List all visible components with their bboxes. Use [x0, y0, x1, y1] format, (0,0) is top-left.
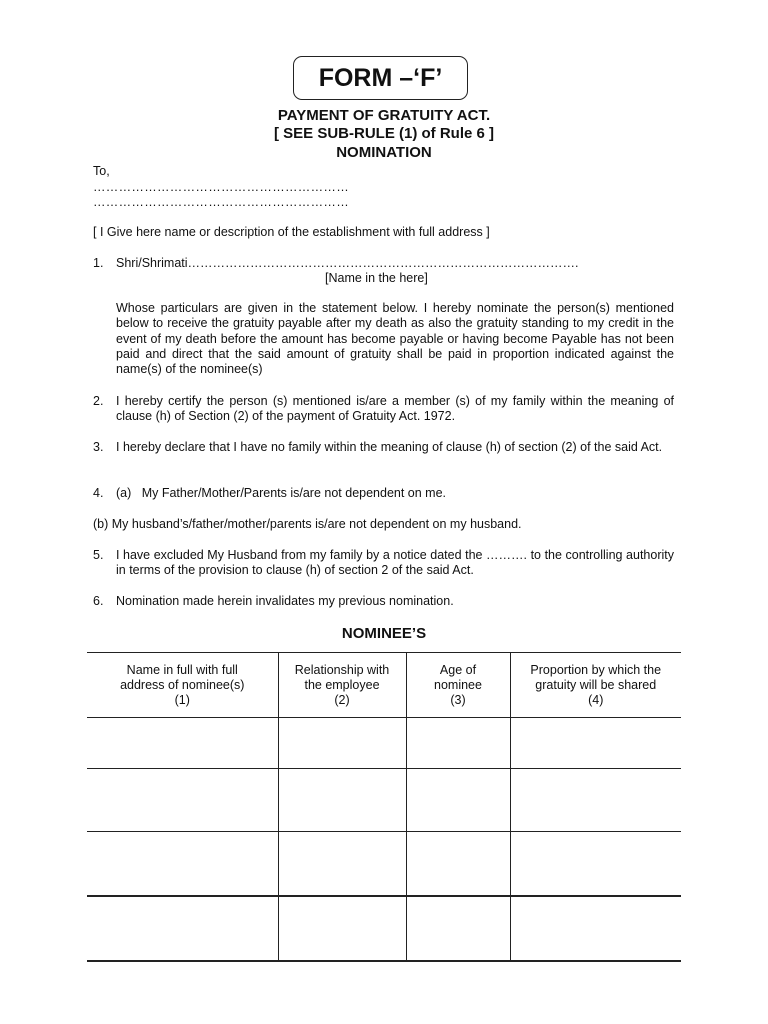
item-2-paragraph: I hereby certify the person (s) mentioned is/are a member (s) of my family within the meaning of clause (h) of Section (2) of the payment of Gratuity Act. 1972.: [116, 394, 674, 424]
item-3-paragraph: I hereby declare that I have no family within the meaning of clause (h) of section (2) of the said Act.: [116, 440, 663, 454]
item-1-paragraph: Whose particulars are given in the statement below. I hereby nominate the person(s) mentioned below to receive the gratuity payable after my death as also the gratuity standing to my credit in the event of my death before the amount has become payable or having become Payable has not been paid and direct that the said amount of gratuity shall be paid in proportion indicated against the name(s) of the nominee(s): [116, 301, 674, 377]
column-header-proportion-line1: Proportion by which the: [530, 662, 662, 677]
proportion-cell[interactable]: [510, 896, 681, 961]
nominees-title: NOMINEE’S: [341, 625, 427, 642]
column-header-proportion-line2: gratuity will be shared: [535, 677, 657, 692]
column-header-name-line1: Name in full with full: [126, 662, 238, 677]
column-header-proportion-number: (4): [588, 692, 604, 707]
item-1-number: 1.: [93, 256, 104, 270]
address-dots-line-1: ……………………………………………………: [93, 180, 349, 194]
age-cell[interactable]: [406, 896, 510, 961]
item-6-number: 6.: [93, 594, 104, 608]
item-4-number: 4.: [93, 486, 104, 500]
relationship-cell[interactable]: [278, 832, 406, 897]
item-2-number: 2.: [93, 394, 104, 408]
item-4a-text: (a) My Father/Mother/Parents is/are not dependent on me.: [116, 486, 447, 500]
table-row: [87, 896, 681, 961]
proportion-cell[interactable]: [510, 769, 681, 832]
item-6-text: Nomination made herein invalidates my previous nomination.: [116, 594, 454, 608]
relationship-cell[interactable]: [278, 896, 406, 961]
column-header-name-line2: address of nominee(s): [120, 677, 245, 692]
column-header-relationship: [278, 653, 406, 718]
column-header-relationship-line2: the employee: [304, 677, 380, 692]
column-header-name: [87, 653, 278, 718]
column-header-proportion: [510, 653, 681, 718]
nominee-name-cell[interactable]: [87, 769, 278, 832]
column-header-age-line1: Age of: [439, 662, 477, 677]
nominee-name-cell[interactable]: [87, 896, 278, 961]
column-header-name-number: (1): [174, 692, 190, 707]
proportion-cell[interactable]: [510, 718, 681, 769]
nomination-title: NOMINATION: [336, 144, 432, 161]
act-title: PAYMENT OF GRATUITY ACT.: [277, 107, 491, 124]
item-1-name-line: Shri/Shrimati………………………………………………………………………………….: [116, 256, 579, 270]
column-header-age: [406, 653, 510, 718]
age-cell[interactable]: [406, 769, 510, 832]
address-dots-line-2: ……………………………………………………: [93, 195, 349, 209]
column-header-age-number: (3): [450, 692, 466, 707]
column-header-age-line2: nominee: [434, 677, 482, 692]
proportion-cell[interactable]: [510, 832, 681, 897]
table-row: [87, 832, 681, 897]
relationship-cell[interactable]: [278, 718, 406, 769]
establishment-instruction: [ I Give here name or description of the establishment with full address ]: [93, 225, 490, 239]
column-header-relationship-line1: Relationship with: [294, 662, 390, 677]
form-title-box: [293, 56, 468, 100]
nominee-name-cell[interactable]: [87, 718, 278, 769]
table-row: [87, 718, 681, 769]
item-4b-text: (b) My husband’s/father/mother/parents is/are not dependent on my husband.: [93, 517, 522, 531]
to-label: To,: [93, 164, 110, 178]
age-cell[interactable]: [406, 832, 510, 897]
age-cell[interactable]: [406, 718, 510, 769]
item-3-number: 3.: [93, 440, 104, 454]
table-row: [87, 769, 681, 832]
sub-rule-title: [ SEE SUB-RULE (1) of Rule 6 ]: [273, 125, 494, 142]
nominees-table: [87, 652, 681, 962]
relationship-cell[interactable]: [278, 769, 406, 832]
item-5-paragraph: I have excluded My Husband from my family by a notice dated the ………. to the controlling authority in terms of the provision to clause (h) of section 2 of the said Act.: [116, 548, 674, 578]
form-title: FORM –‘F’: [318, 64, 443, 92]
nominees-header-row: [87, 653, 681, 718]
item-5-number: 5.: [93, 548, 104, 562]
column-header-relationship-number: (2): [334, 692, 350, 707]
nominee-name-cell[interactable]: [87, 832, 278, 897]
item-1-name-sublabel: [Name in the here]: [325, 271, 428, 285]
